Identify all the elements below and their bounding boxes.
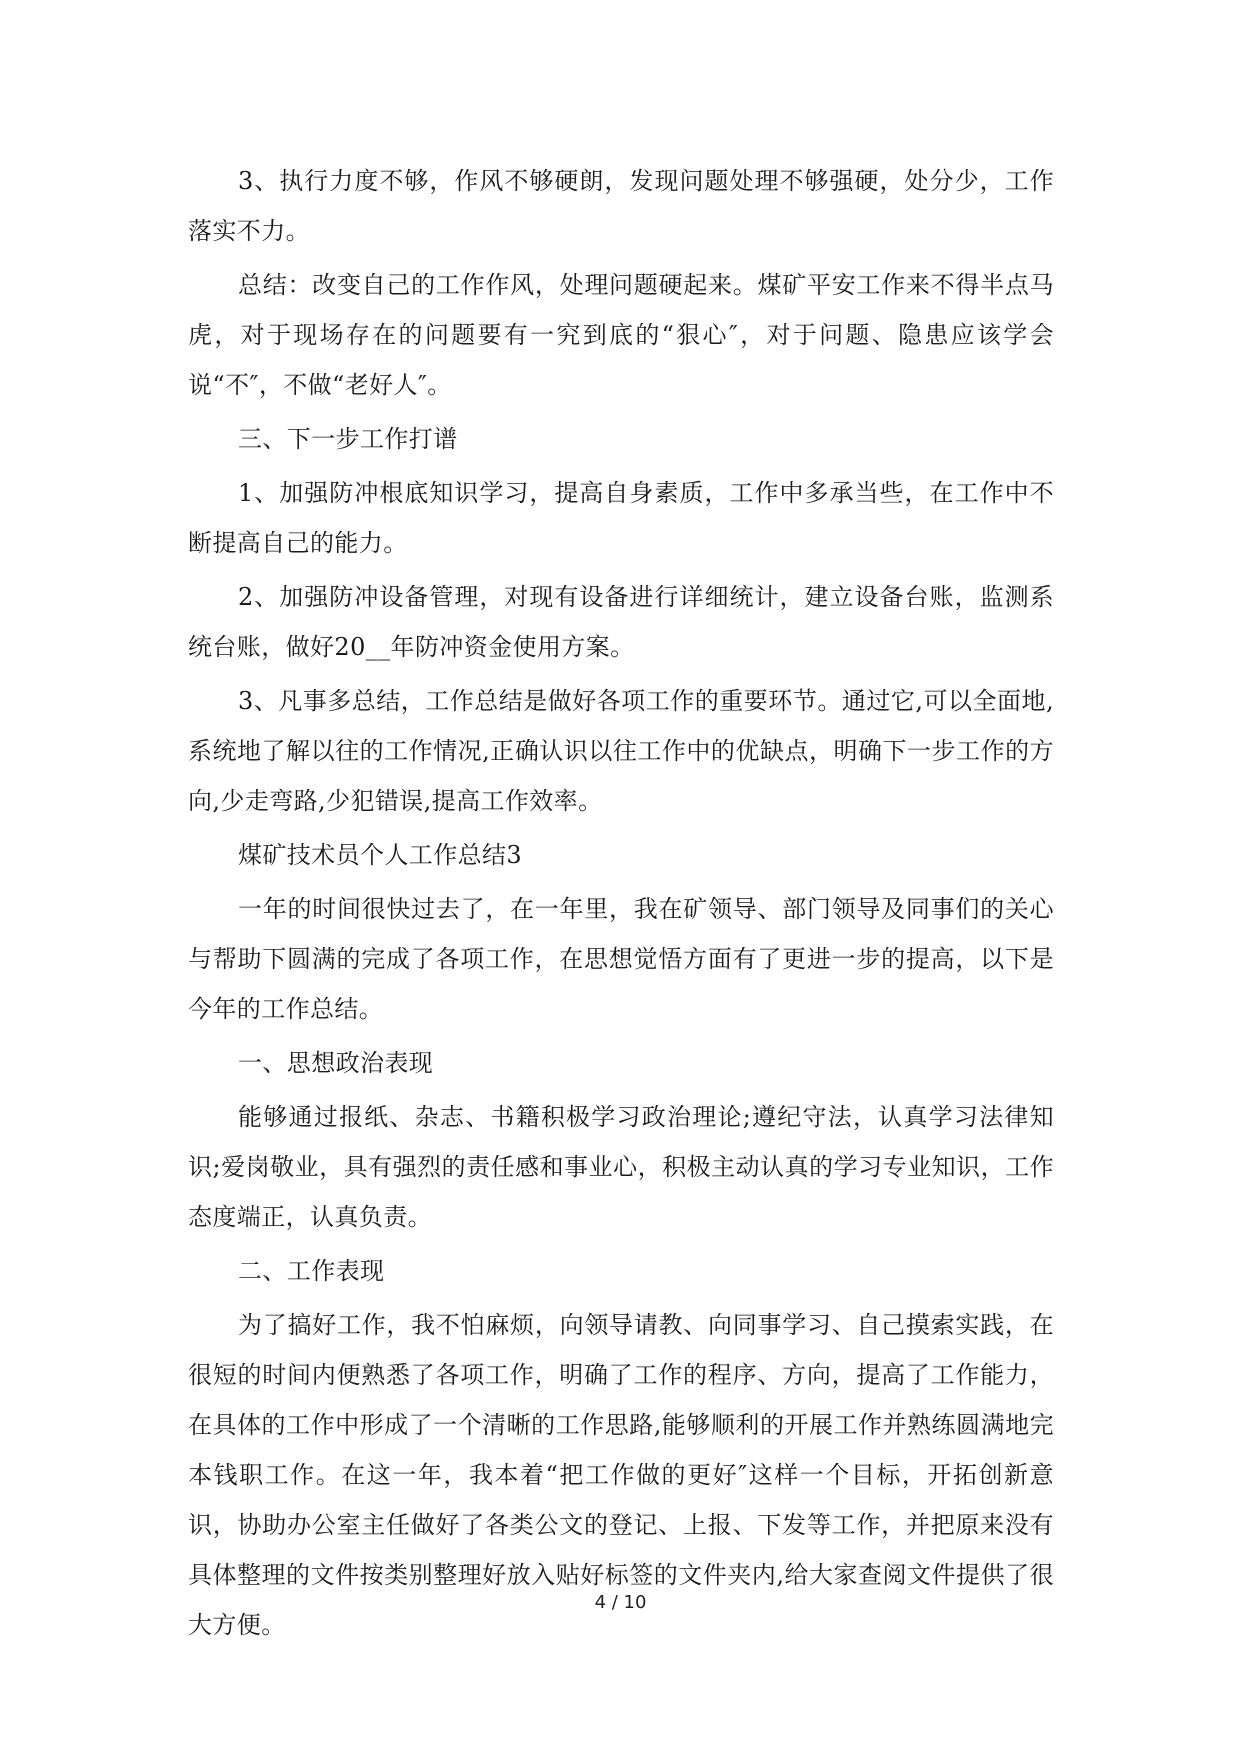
paragraph-political: 能够通过报纸、杂志、书籍积极学习政治理论;遵纪守法，认真学习法律知识;爱岗敬业，具有强烈的责任感和事业心，积极主动认真的学习专业知识，工作态度端正，认真负责。 (188, 1103, 1054, 1231)
page-number: 4 / 10 (594, 1592, 647, 1613)
paragraph-year-intro: 一年的时间很快过去了，在一年里，我在矿领导、部门领导及同事们的关心与帮助下圆满的完成了各项工作，在思想觉悟方面有了更进一步的提高，以下是今年的工作总结。 (188, 895, 1054, 1023)
paragraph-next-step-2: 2、加强防冲设备管理，对现有设备进行详细统计，建立设备台账，监测系统台账，做好20__年防冲资金使用方案。 (188, 583, 1054, 661)
paragraph-work-performance: 为了搞好工作，我不怕麻烦，向领导请教、向同事学习、自己摸索实践，在很短的时间内便熟悉了各项工作，明确了工作的程序、方向，提高了工作能力，在具体的工作中形成了一个清晰的工作思路,能够顺利的开展工作并熟练圆满地完本钱职工作。在这一年，我本着“把工作做的更好″这样一个目标，开拓创新意识，协助办公室主任做好了各类公文的登记、上报、下发等工作，并把原来没有具体整理的文件按类别整理好放入贴好标签的文件夹内,给大家查阅文件提供了很大方便。 (188, 1311, 1054, 1639)
paragraph-execution-weakness: 3、执行力度不够，作风不够硬朗，发现问题处理不够强硬，处分少，工作落实不力。 (188, 167, 1054, 245)
heading-next-steps: 三、下一步工作打谱 (238, 425, 458, 453)
heading-summary-3: 煤矿技术员个人工作总结3 (238, 841, 523, 869)
paragraph-next-step-1: 1、加强防冲根底知识学习，提高自身素质，工作中多承当些，在工作中不断提高自己的能力。 (188, 479, 1054, 557)
paragraph-next-step-3: 3、凡事多总结，工作总结是做好各项工作的重要环节。通过它,可以全面地,系统地了解以往的工作情况,正确认识以往工作中的优缺点，明确下一步工作的方向,少走弯路,少犯错误,提高工作效率。 (188, 687, 1054, 815)
document-body (188, 156, 1054, 1654)
heading-political: 一、思想政治表现 (238, 1049, 434, 1077)
heading-work-performance: 二、工作表现 (238, 1257, 385, 1285)
paragraph-summary: 总结：改变自己的工作作风，处理问题硬起来。煤矿平安工作来不得半点马虎，对于现场存在的问题要有一究到底的“狠心″，对于问题、隐患应该学会说“不″，不做“老好人″。 (188, 271, 1054, 399)
